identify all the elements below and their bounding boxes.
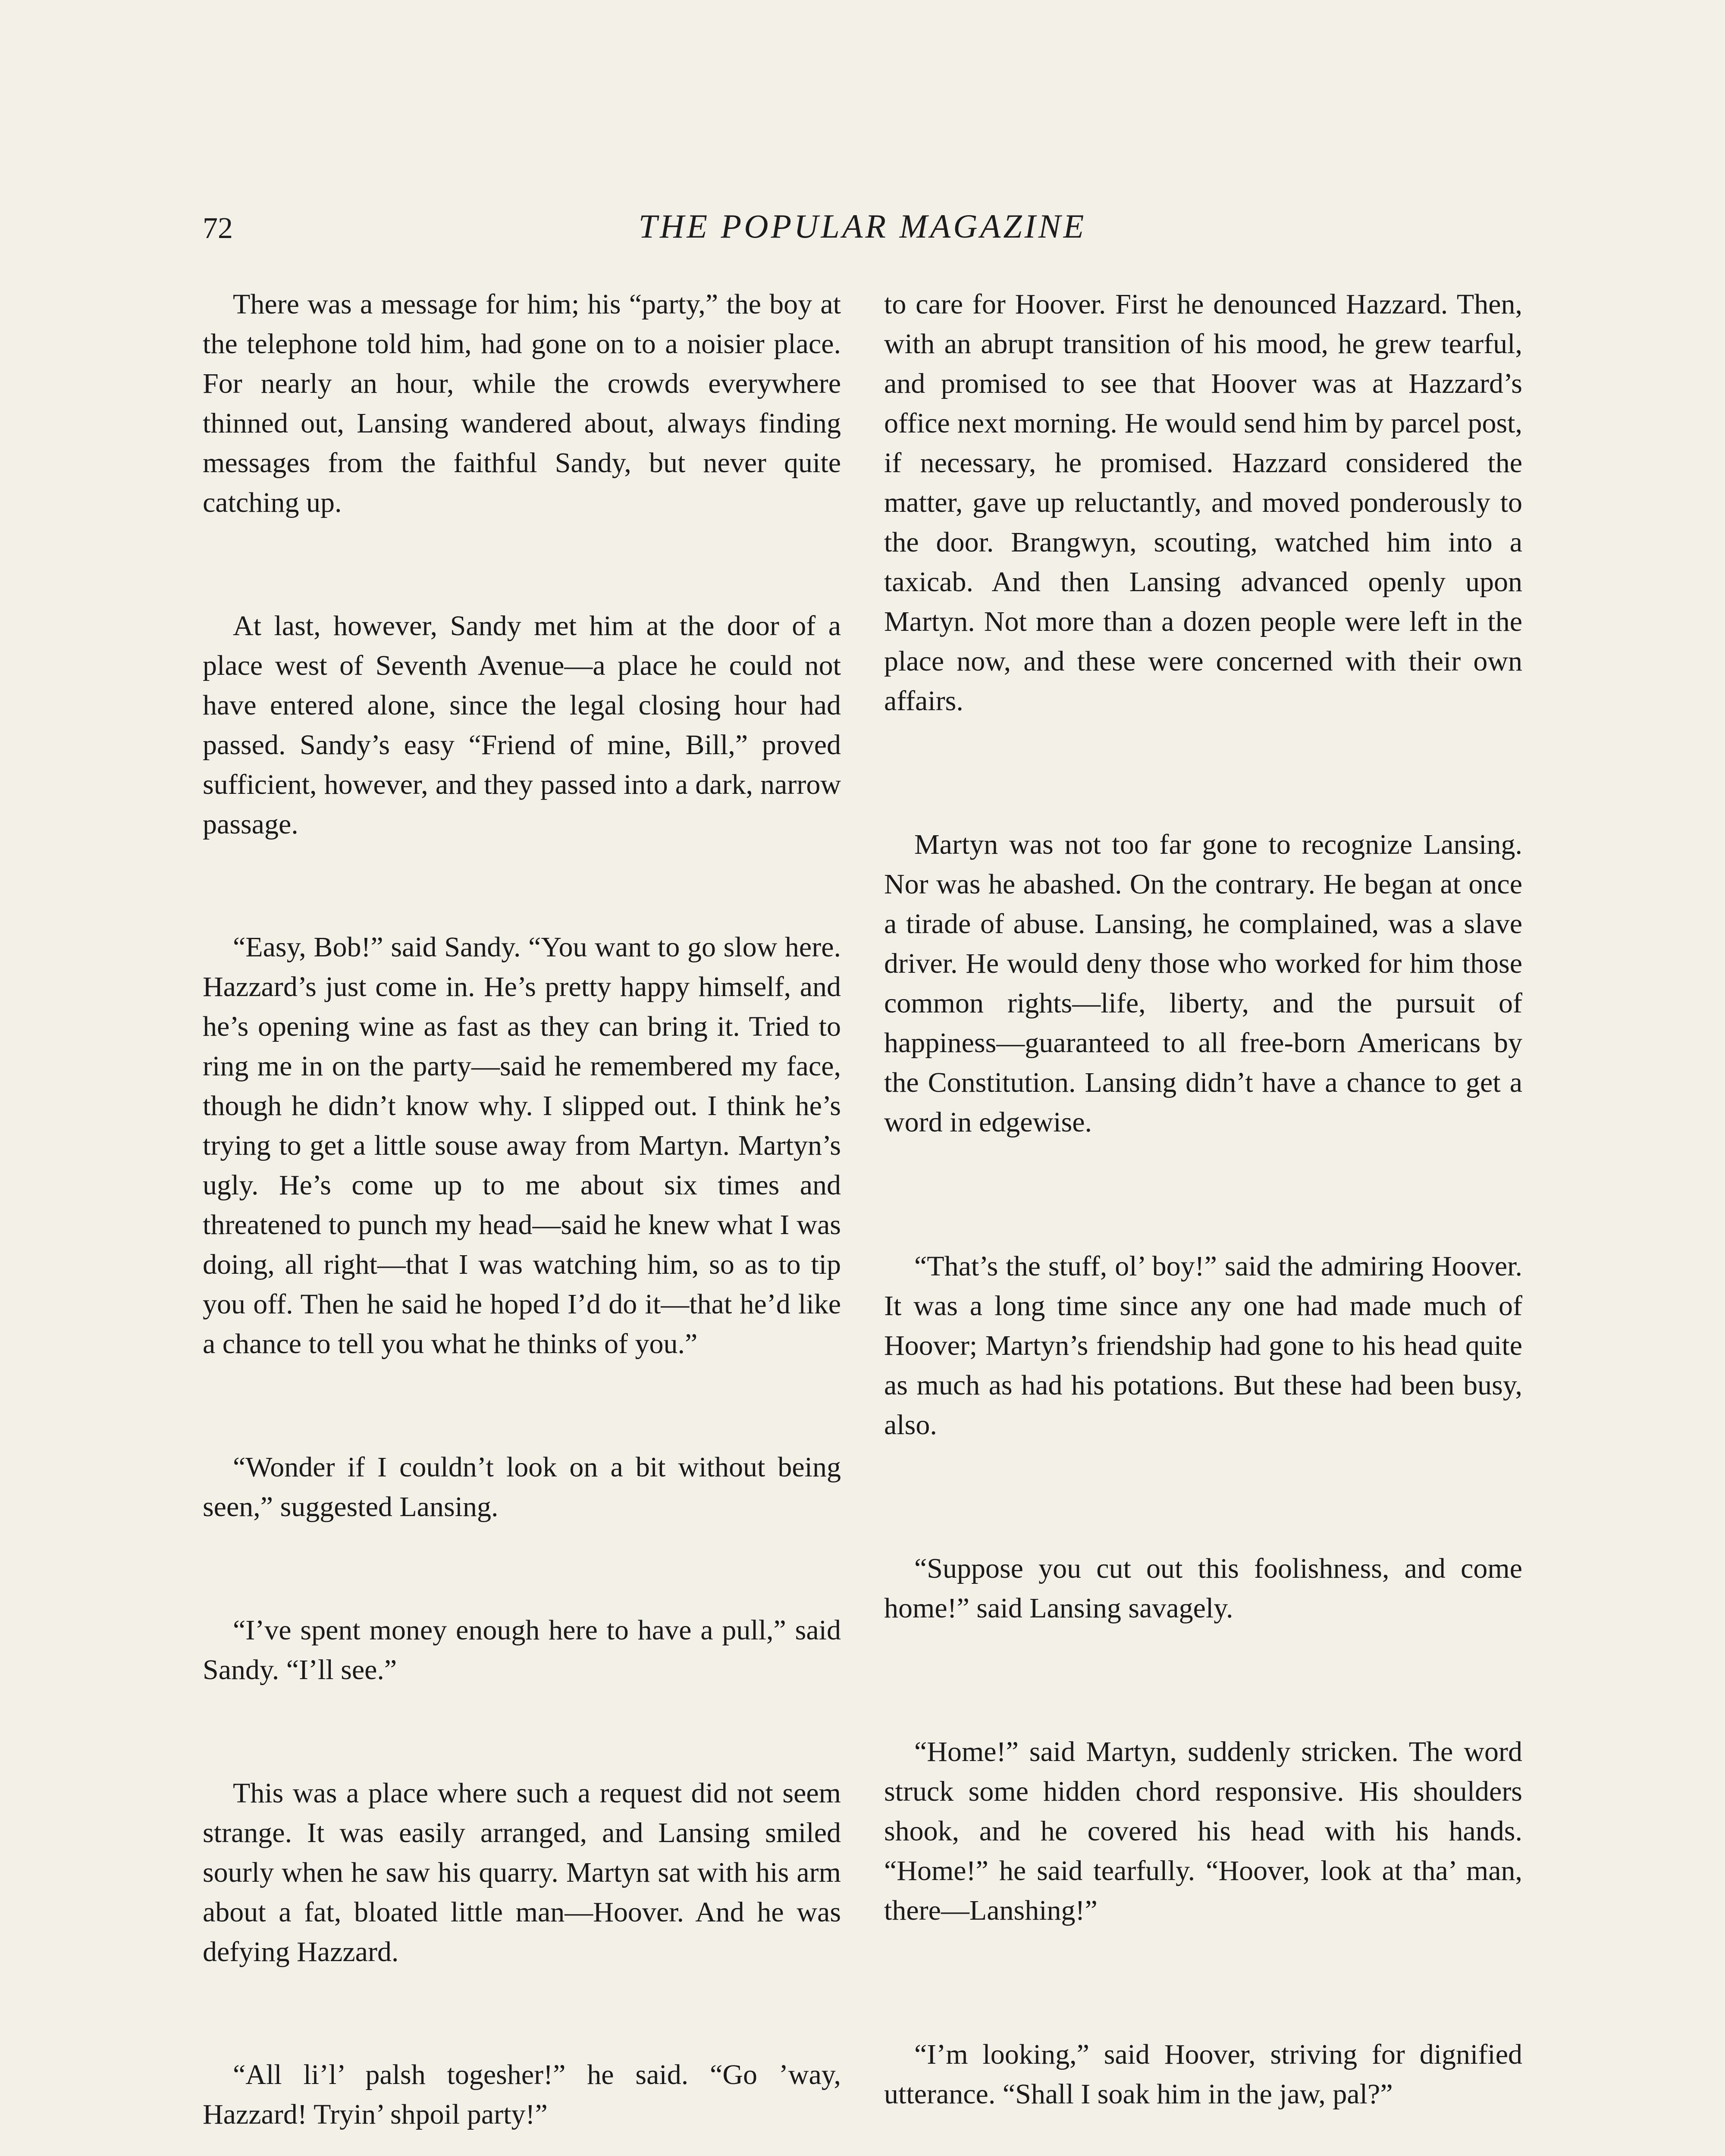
paragraph: “I’m looking,” said Hoover, striving for dignified utterance. “Shall I soak him in the jaw, pal?”	[884, 2038, 1522, 2110]
paragraph: “Wonder if I couldn’t look on a bit without being seen,” suggested Lansing.	[203, 1451, 841, 1523]
paragraph: “All li’l’ palsh togesher!” he said. “Go ’way, Hazzard! Tryin’ shpoil party!”	[203, 2059, 841, 2131]
paragraph: “Easy, Bob!” said Sandy. “You want to go slow here. Hazzard’s just come in. He’s pretty happy himself, and he’s opening wine as fast as they can bring it. Tried to ring me in on the party—said he remembered my face, though he didn’t know why. I slipped out. I think he’s trying to get a little souse away from Martyn. Martyn’s ugly. He’s come up to me about six times and threatened to punch my head—said he knew what I was doing, all right—that I was watching him, so as to tip you off. Then he said he hoped I’d do it—that he’d like a chance to tell you what he thinks of you.”	[203, 931, 841, 1360]
paragraph: “Home!” said Martyn, suddenly stricken. The word struck some hidden chord responsive. His shoulders shook, and he covered his head with his hands. “Home!” he said tearfully. “Hoover, look at tha’ man, there—Lanshing!”	[884, 1736, 1522, 1927]
paragraph: This was a place where such a request did not seem strange. It was easily arranged, and Lansing smiled sourly when he saw his quarry. Martyn sat with his arm about a fat, bloated little man—Hoover. And he was defying Hazzard.	[203, 1777, 841, 1968]
page-number: 72	[203, 212, 233, 245]
text-columns	[203, 285, 1522, 2156]
left-column	[203, 285, 841, 2156]
right-column	[884, 285, 1522, 2156]
paragraph: “I’ve spent money enough here to have a pull,” said Sandy. “I’ll see.”	[203, 1614, 841, 1686]
paragraph: “That’s the stuff, ol’ boy!” said the admiring Hoover. It was a long time since any one had made much of Hoover; Martyn’s friendship had gone to his head quite as much as had his potations. But these had been busy, also.	[884, 1250, 1522, 1441]
page-header	[203, 207, 1522, 272]
paragraph: There was a message for him; his “party,” the boy at the telephone told him, had gone on to a noisier place. For nearly an hour, while the crowds everywhere thinned out, Lansing wandered about, always finding messages from the faithful Sandy, but never quite catching up.	[203, 288, 841, 518]
paragraph: At last, however, Sandy met him at the door of a place west of Seventh Avenue—a place he could not have entered alone, since the legal closing hour had passed. Sandy’s easy “Friend of mine, Bill,” proved sufficient, however, and they passed into a dark, narrow passage.	[203, 610, 841, 840]
paragraph-continued: to care for Hoover. First he denounced Hazzard. Then, with an abrupt transition of his mood, he grew tearful, and promised to see that Hoover was at Hazzard’s office next morning. He would send him by parcel post, if necessary, he promised. Hazzard considered the matter, gave up reluctantly, and moved ponderously to the door. Brangwyn, scouting, watched him into a taxicab. And then Lansing advanced openly upon Martyn. Not more than a dozen people were left in the place now, and these were concerned with their own affairs.	[884, 288, 1522, 717]
paragraph: “Suppose you cut out this foolishness, and come home!” said Lansing savagely.	[884, 1552, 1522, 1624]
paragraph: Martyn was not too far gone to recognize Lansing. Nor was he abashed. On the contrary. He began at once a tirade of abuse. Lansing, he complained, was a slave driver. He would deny those who worked for him those common rights—life, liberty, and the pursuit of happiness—guaranteed to all free-born Americans by the Constitution. Lansing didn’t have a chance to get a word in edgewise.	[884, 829, 1522, 1138]
running-title: THE POPULAR MAGAZINE	[638, 207, 1087, 245]
